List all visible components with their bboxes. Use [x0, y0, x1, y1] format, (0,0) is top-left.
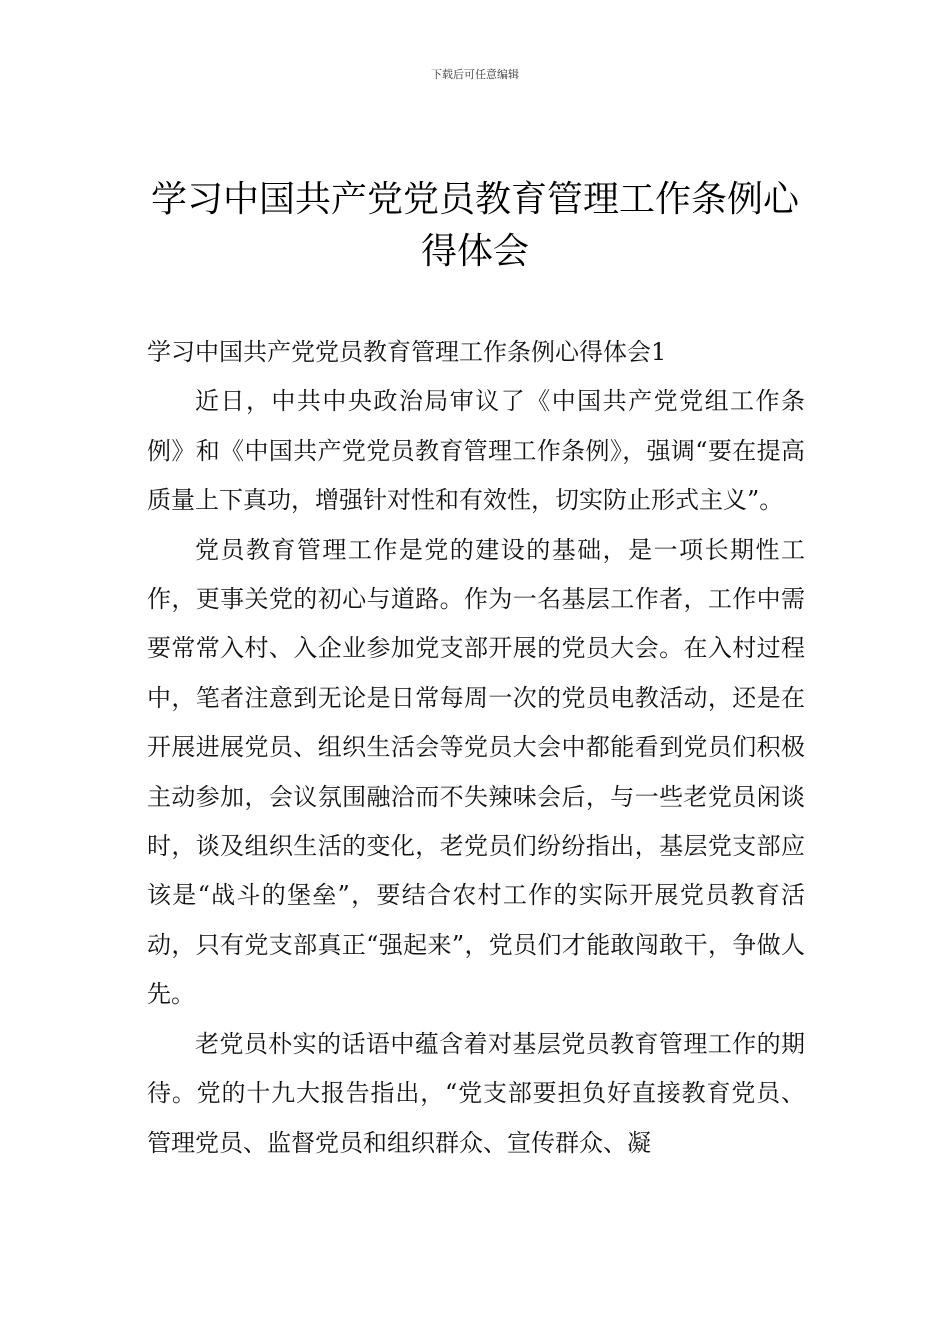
header-note: 下载后可任意编辑 [431, 68, 519, 81]
document-title: 学习中国共产党党员教育管理工作条例心得体会 [150, 179, 799, 272]
paragraph: 党员教育管理工作是党的建设的基础，是一项长期性工作，更事关党的初心与道路。作为一名基层工作者，工作中需要常常入村、入企业参加党支部开展的党员大会。在入村过程中，笔者注意到无论是日常每周一次的党员电教活动，还是在开展进展党员、组织生活会等党员大会中都能看到党员们积极主动参加，会议氛围融洽而不失辣味会后，与一些老党员闲谈时，谈及组织生活的变化，老党员们纷纷指出，基层党支部应该是“战斗的堡垒”，要结合农村工作的实际开展党员教育活动，只有党支部真正“强起来”，党员们才能敢闯敢干，争做人先。 [147, 535, 805, 1009]
paragraph: 近日，中共中央政治局审议了《中国共产党党组工作条例》和《中国共产党党员教育管理工作条例》，强调“要在提高质量上下真功，增强针对性和有效性，切实防止形式主义”。 [147, 387, 805, 515]
document-subtitle: 学习中国共产党党员教育管理工作条例心得体会1 [147, 338, 667, 366]
paragraph: 老党员朴实的话语中蕴含着对基层党员教育管理工作的期待。党的十九大报告指出，“党支部要担负好直接教育党员、管理党员、监督党员和组织群众、宣传群众、凝 [147, 1029, 805, 1157]
document-body [147, 328, 805, 1168]
